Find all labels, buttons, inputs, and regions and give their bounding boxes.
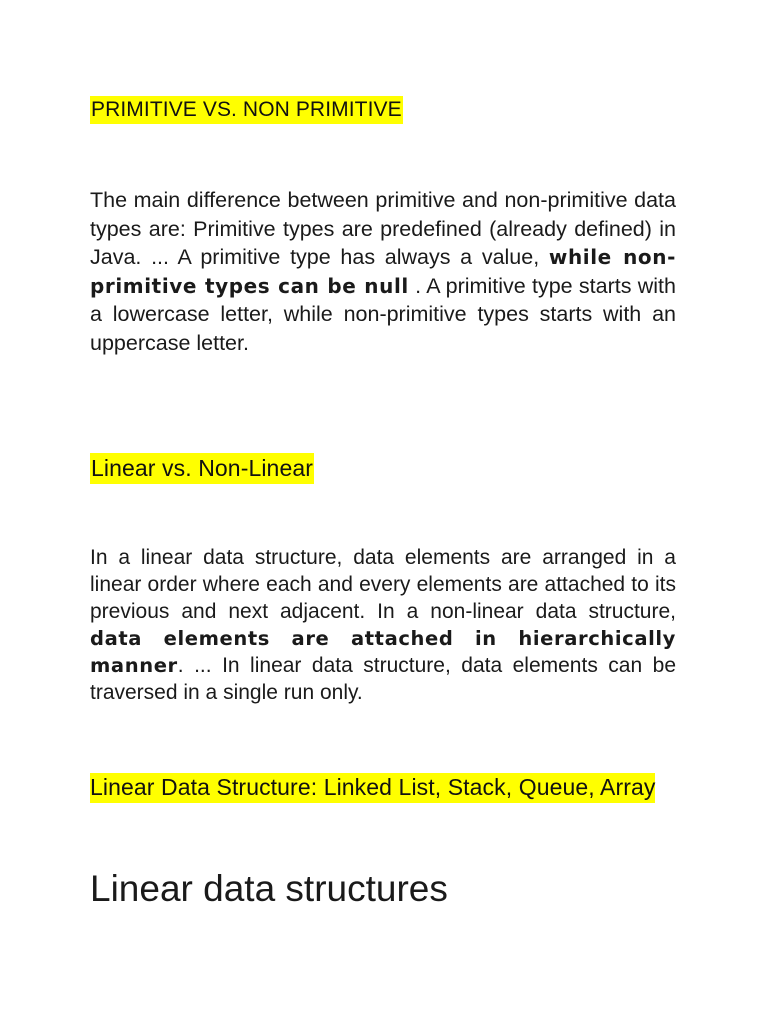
- linear-vs-non-linear-heading: [90, 450, 314, 487]
- primitive-heading-text: PRIMITIVE VS. NON PRIMITIVE: [90, 96, 403, 124]
- linear-text-part-1: In a linear data structure, data elements are arranged in a linear order where each and every elements are attached to its previous and next adjacent. In a non-linear data structure,: [90, 546, 676, 623]
- primitive-text-part-1: The main difference between primitive and non-primitive data types are: Primitive types are predefined (already defined) in Java. ... A primitive type has always a value,: [90, 188, 676, 269]
- linear-heading-text: Linear vs. Non-Linear: [90, 453, 314, 484]
- primitive-vs-non-primitive-heading: [90, 92, 403, 127]
- linear-data-structure-heading: [90, 770, 676, 805]
- linear-ds-heading-text: Linear Data Structure: Linked List, Stack, Queue, Array: [90, 773, 655, 803]
- primitive-text-part-2: . A primitive type starts with a lowercase letter, while non-primitive types starts with an uppercase letter.: [90, 273, 676, 355]
- linear-bold-text: data elements are attached in hierarchically manner: [90, 627, 676, 677]
- linear-data-structures-title: Linear data structures: [90, 868, 448, 909]
- primitive-bold-text: while non-primitive types can be null: [90, 245, 676, 298]
- linear-text-part-2: . ... In linear data structure, data elements can be traversed in a single run only.: [90, 654, 676, 704]
- linear-paragraph: [90, 544, 676, 706]
- primitive-paragraph: [90, 186, 676, 357]
